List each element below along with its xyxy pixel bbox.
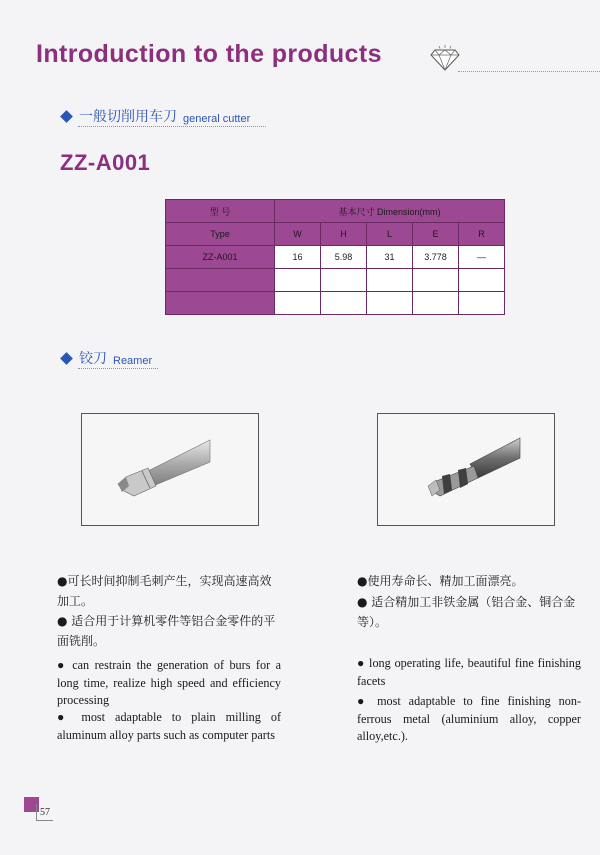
table-cell: [367, 269, 413, 292]
section-label-zh: 铰刀: [79, 351, 107, 367]
right-feature-en-1: ● long operating life, beautiful fine finishing facets: [357, 656, 581, 688]
reamer-tool-image: [378, 414, 554, 525]
section-label-en: Reamer: [113, 355, 153, 367]
left-feature-en-2: ● most adaptable to plain milling of aluminum alloy parts such as computer parts: [57, 710, 281, 742]
dimension-table: [165, 199, 505, 315]
model-number: ZZ-A001: [60, 150, 151, 175]
column-header: E: [413, 223, 459, 246]
type-header-zh: 型 号: [166, 200, 275, 223]
page-title: Introduction to the products: [36, 40, 382, 68]
table-cell: [413, 292, 459, 315]
column-header: W: [275, 223, 321, 246]
table-cell: [275, 292, 321, 315]
reamer-tool-image: [82, 414, 258, 525]
section-label-en: general cutter: [183, 113, 251, 125]
table-cell: [413, 269, 459, 292]
left-feature-en-1: ● can restrain the generation of burs for a long time, realize high speed and efficiency processing: [57, 658, 281, 707]
left-feature-zh-2: ● 适合用于计算机零件等铝合金零件的平面铣削。: [57, 614, 276, 648]
table-cell: 16: [275, 246, 321, 269]
table-row: [166, 292, 505, 315]
bullet-diamond-icon: [60, 352, 73, 365]
right-feature-zh-2: ● 适合精加工非铁金属（铝合金、铜合金等）。: [357, 595, 576, 629]
page-number: 57: [40, 807, 50, 818]
reamer-photo-right: [377, 413, 555, 526]
table-cell: [459, 269, 505, 292]
dimension-header: 基本尺寸 Dimension(mm): [275, 200, 505, 223]
table-cell: [367, 292, 413, 315]
section-divider: [78, 126, 266, 127]
table-cell: 31: [367, 246, 413, 269]
table-row: [166, 246, 505, 269]
bullet-diamond-icon: [60, 110, 73, 123]
diamond-icon: [430, 44, 460, 72]
section-divider: [78, 368, 158, 369]
title-divider: [458, 71, 600, 72]
row-type: [166, 292, 275, 315]
section-general-cutter: [60, 106, 250, 126]
column-header: R: [459, 223, 505, 246]
table-cell: [321, 269, 367, 292]
left-feature-zh-1: ●可长时间抑制毛刺产生，实现高速高效加工。: [57, 574, 272, 608]
table-cell: 3.778: [413, 246, 459, 269]
row-type: [166, 269, 275, 292]
type-header-en: Type: [166, 223, 275, 246]
table-cell: [321, 292, 367, 315]
right-feature-en-2: ● most adaptable to fine finishing non-ferrous metal (aluminium alloy, copper alloy,etc.).: [357, 694, 581, 743]
column-header: H: [321, 223, 367, 246]
table-cell: 5.98: [321, 246, 367, 269]
table-row: [166, 269, 505, 292]
column-header: L: [367, 223, 413, 246]
table-cell: [459, 292, 505, 315]
section-reamer: [60, 348, 152, 368]
right-feature-zh-1: ●使用寿命长、精加工面漂亮。: [357, 574, 524, 588]
section-label-zh: 一般切削用车刀: [79, 109, 177, 125]
reamer-photo-left: [81, 413, 259, 526]
table-cell: —: [459, 246, 505, 269]
row-type: ZZ-A001: [166, 246, 275, 269]
table-cell: [275, 269, 321, 292]
